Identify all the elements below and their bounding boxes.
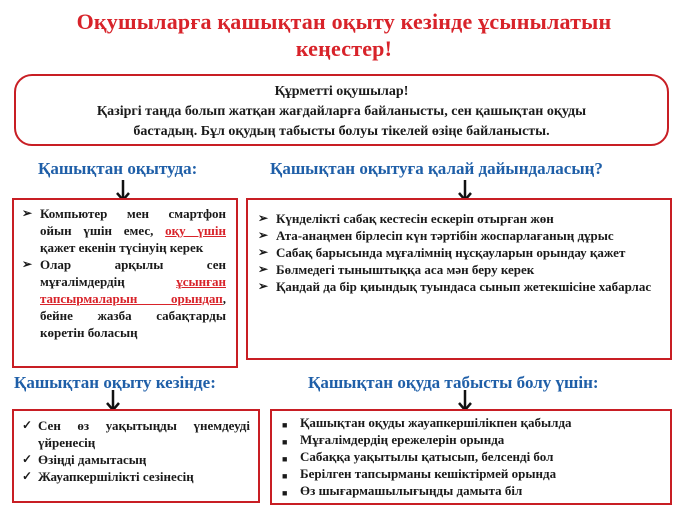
list-item [282,465,662,482]
section2-item: Сабақ барысында мұғалімнің нұсқауларын орындау қажет [276,245,626,260]
intro-line-3: бастадың. Бұл оқудың табысты болуы тікелей өзіңе байланысты. [133,124,550,139]
square-bullet-icon: ■ [282,454,288,464]
section4-item: Қашықтан оқуды жауапкершілікпен қабылда [300,415,572,430]
check-icon: ✓ [22,418,33,432]
arrow-bullet-icon: ➢ [258,279,269,293]
square-bullet-icon: ■ [282,471,288,481]
section4-box [270,409,672,505]
list-item [258,244,662,261]
section4-item: Сабаққа уақытылы қатысып, белсенді бол [300,449,554,464]
list-item [258,210,662,227]
title-line-2: кеңестер! [295,36,393,61]
list-item [22,205,226,256]
section4-item: Өз шығармашылығыңды дамыта біл [300,483,523,498]
section2-item: Күнделікті сабақ кестесін ескеріп отырған жөн [276,211,554,226]
section1-heading: Қашықтан оқытуда: [38,159,198,178]
square-bullet-icon: ■ [282,488,288,498]
section1-item1-text: Компьютер мен смартфон ойын үшін емес, [40,206,226,238]
section3-box [12,409,260,503]
list-item [282,414,662,431]
list-item [282,482,662,499]
section2-item: Бөлмедегі тыныштыққа аса мән беру керек [276,262,535,277]
intro-box [14,74,669,146]
section4-item: Мұғалімдердің ережелерін орында [300,432,505,447]
section2-item: Ата-анаңмен бірлесіп күн тәртібін жоспарлағаның дұрыс [276,228,614,243]
section4-heading: Қашықтан оқуда табысты болу үшін: [308,373,599,392]
check-icon: ✓ [22,452,33,466]
section3-item: Жауапкершілікті сезінесің [38,469,194,484]
section1-box [12,198,238,368]
section1-item2-text: Олар арқылы сен мұғалімдердің [40,257,226,289]
square-bullet-icon: ■ [282,437,288,447]
list-item [258,227,662,244]
arrow-bullet-icon: ➢ [258,245,269,259]
list-item [258,261,662,278]
square-bullet-icon: ■ [282,420,288,430]
section1-item1-text-end: қажет екенін түсінуің керек [40,240,204,255]
arrow-bullet-icon: ➢ [22,206,33,220]
title-line-1: Оқушыларға қашықтан оқыту кезінде ұсынылатын [76,9,612,34]
arrow-bullet-icon: ➢ [258,211,269,225]
section2-item: Қандай да бір қиындық туындаса сынып жетекшісіне хабарлас [276,279,652,294]
list-item [282,431,662,448]
section3-item: Сен өз уақытыңды үнемдеуді үйренесің [38,418,250,450]
section3-heading: Қашықтан оқыту кезінде: [14,373,216,392]
section1-item1-highlight: оқу үшін [165,223,226,238]
section2-box [246,198,672,360]
check-icon: ✓ [22,469,33,483]
section4-item: Берілген тапсырманы кешіктірмей орында [300,466,557,481]
page-title [0,8,688,62]
arrow-bullet-icon: ➢ [258,228,269,242]
list-item [258,278,662,295]
section2-heading: Қашықтан оқытуға қалай дайындаласың? [270,159,603,178]
section3-item: Өзіңді дамытасың [38,452,147,467]
intro-greeting: Құрметті оқушылар! [274,84,409,99]
intro-line-2: Қазіргі таңда болып жатқан жағдайларға байланысты, сен қашықтан оқуды [96,104,587,119]
list-item [22,468,250,485]
arrow-bullet-icon: ➢ [258,262,269,276]
section1-item2-text-end: , бейне жазба сабақтарды көретін боласың [40,291,226,340]
list-item [22,451,250,468]
list-item [282,448,662,465]
list-item [22,417,250,451]
list-item [22,256,226,341]
section1-item2-highlight: ұсынған тапсырмаларын орындап [40,274,226,306]
arrow-bullet-icon: ➢ [22,257,33,271]
